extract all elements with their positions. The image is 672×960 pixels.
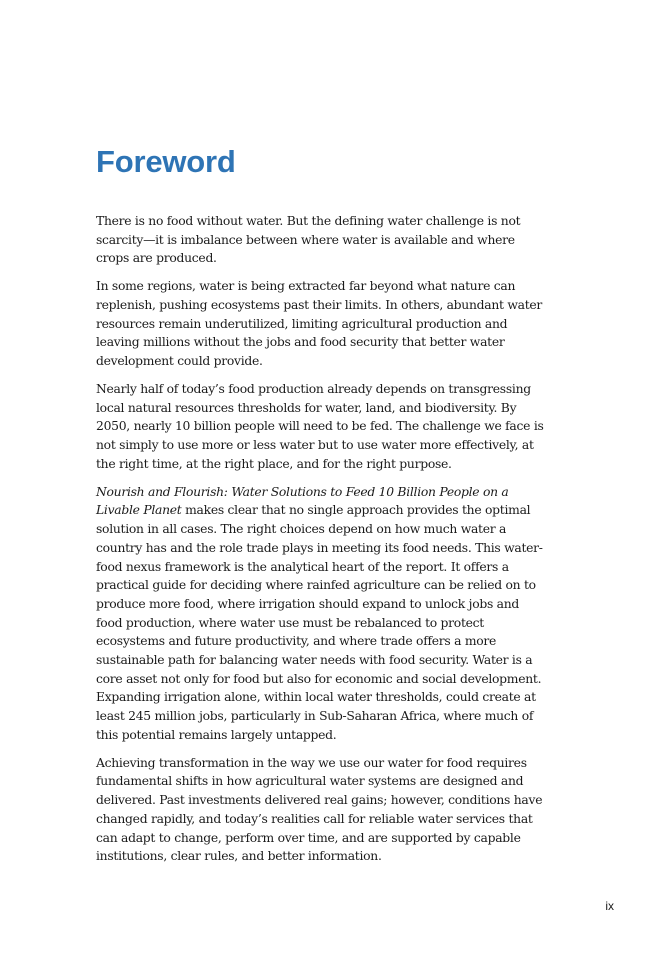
- paragraph-food-production: Nearly half of today’s food production already depends on transgressing local natural resources thresholds for water, land, and biodiversity. By 2050, nearly 10 billion people will need to be fed. The challenge we face is not simply to use more or less water but to use water more effectively, at the right time, at the right place, and for the right purpose.: [96, 382, 544, 471]
- paragraph-intro: There is no food without water. But the defining water challenge is not scarcity—it is imbalance between where water is available and where crops are produced.: [96, 214, 521, 266]
- paragraph-transformation: Achieving transformation in the way we use our water for food requires fundamental shifts in how agricultural water systems are designed and delivered. Past investments delivered real gains; however, conditions have changed rapidly, and today’s realities call for reliable water services that can adapt to change, perform over time, and are supported by capable institutions, clear rules, and better information.: [96, 755, 543, 864]
- page-title: Foreword: [96, 144, 236, 179]
- page-number: ix: [605, 899, 614, 913]
- foreword-body: [96, 212, 548, 875]
- paragraph-report-summary: [96, 483, 548, 745]
- report-summary-text: makes clear that no single approach provides the optimal solution in all cases. The right choices depend on how much water a country has and the role trade plays in meeting its food needs. This water-food nexus framework is the analytical heart of the report. It offers a practical guide for deciding where rainfed agriculture can be relied on to produce more food, where irrigation should expand to unlock jobs and food production, where water use must be rebalanced to protect ecosystems and future productivity, and where trade offers a more sustainable path for balancing water needs with food security. Water is a core asset not only for food but also for economic and social development. Expanding irrigation alone, within local water thresholds, could create at least 245 million jobs, particularly in Sub-Saharan Africa, where much of this potential remains largely untapped.: [96, 503, 543, 742]
- report-title: Nourish and Flourish: Water Solutions to Feed 10 Billion People on a Livable Planet: [96, 484, 509, 518]
- paragraph-regions: In some regions, water is being extracted far beyond what nature can replenish, pushing ecosystems past their limits. In others, abundant water resources remain underutilized, limiting agricultural production and leaving millions without the jobs and food security that better water development could provide.: [96, 279, 543, 369]
